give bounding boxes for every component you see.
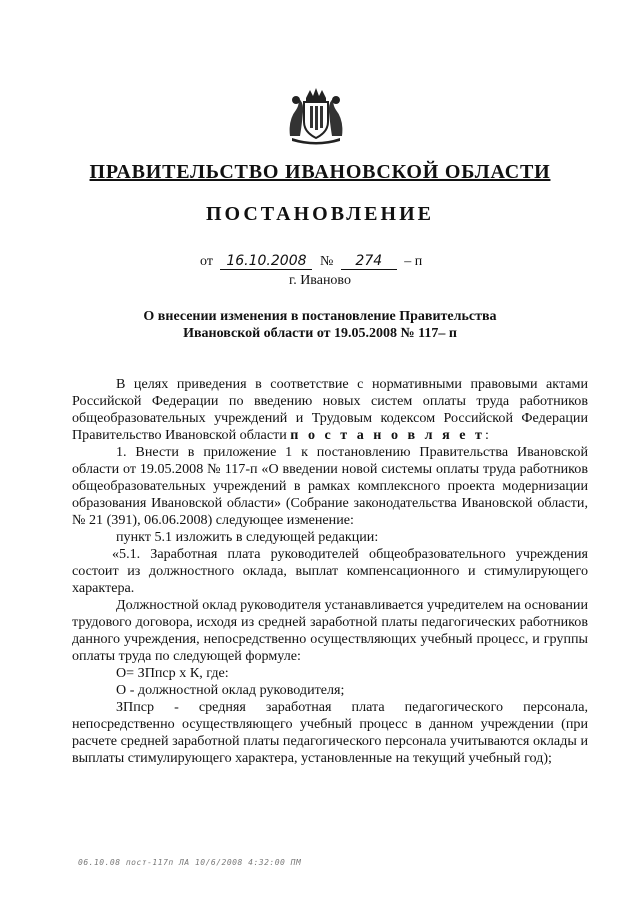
organization-title: ПРАВИТЕЛЬСТВО ИВАНОВСКОЙ ОБЛАСТИ: [89, 161, 551, 183]
clause-5-1-intro: пункт 5.1 изложить в следующей редакции:: [116, 529, 379, 545]
number-label: №: [319, 254, 334, 269]
salary-definition-paragraph: Должностной оклад руководителя устанавливается учредителем на основании трудового договора, исходя из средней заработной платы педагогических работников данного учреждения, непосредственно осуществляющих учебный процесс, и группы оплаты труда по следующей формуле:: [72, 597, 588, 664]
handwritten-number: 274: [341, 254, 397, 270]
subject-line-1: О внесении изменения в постановление Правительства: [143, 309, 497, 324]
handwritten-date: 16.10.2008: [220, 254, 312, 270]
resolves-keyword: п о с т а н о в л я е т: [290, 427, 485, 443]
subject-line-2: Ивановской области от 19.05.2008 № 117– п: [183, 326, 457, 341]
formula-line: О= ЗПпср х К, где:: [116, 665, 229, 681]
from-label: от: [200, 254, 213, 269]
date-number-row: [200, 254, 422, 270]
number-suffix: – п: [404, 254, 423, 269]
formula-zp-definition: ЗПпср - средняя заработная плата педагогического персонала, непосредственно осуществляющего учебный процесс в данном учреждении (при расчете средней заработной платы педагогического персонала учитываются оклады и выплаты стимулирующего характера, установленные на текущий учебный год);: [72, 699, 588, 766]
clause-1-paragraph: 1. Внести в приложение 1 к постановлению Правительства Ивановской области от 19.05.2008 № 117-п «О введении новой системы оплаты труда работников общеобразовательных учреждений в рамках комплексного проекта модернизации образования Ивановской области» (Собрание законодательства Ивановской области, № 21 (391), 06.06.2008) следующее изменение:: [72, 444, 588, 528]
preamble-paragraph: [72, 376, 588, 444]
formula-o-definition: О - должностной оклад руководителя;: [116, 682, 345, 698]
preamble-end: :: [484, 427, 489, 443]
document-body: [72, 376, 588, 767]
preamble-text: В целях приведения в соответствие с нормативными правовыми актами Российской Федерации по введению новых систем оплаты труда работников общеобразовательных учреждений и Трудовым кодексом Российской Федерации Правительство Ивановской области: [72, 376, 588, 443]
print-footer: 06.10.08 пост-117п ЛА 10/6/2008 4:32:00 ПМ: [78, 858, 302, 867]
ivanovo-coat-of-arms-icon: [284, 86, 348, 146]
city: г. Иваново: [289, 273, 351, 288]
document-subject: [100, 308, 540, 342]
clause-5-1-text: «5.1. Заработная плата руководителей общеобразовательного учреждения состоит из должностного оклада, выплат компенсационного и стимулирующего характера.: [72, 546, 588, 596]
document-type: ПОСТАНОВЛЕНИЕ: [206, 203, 434, 225]
